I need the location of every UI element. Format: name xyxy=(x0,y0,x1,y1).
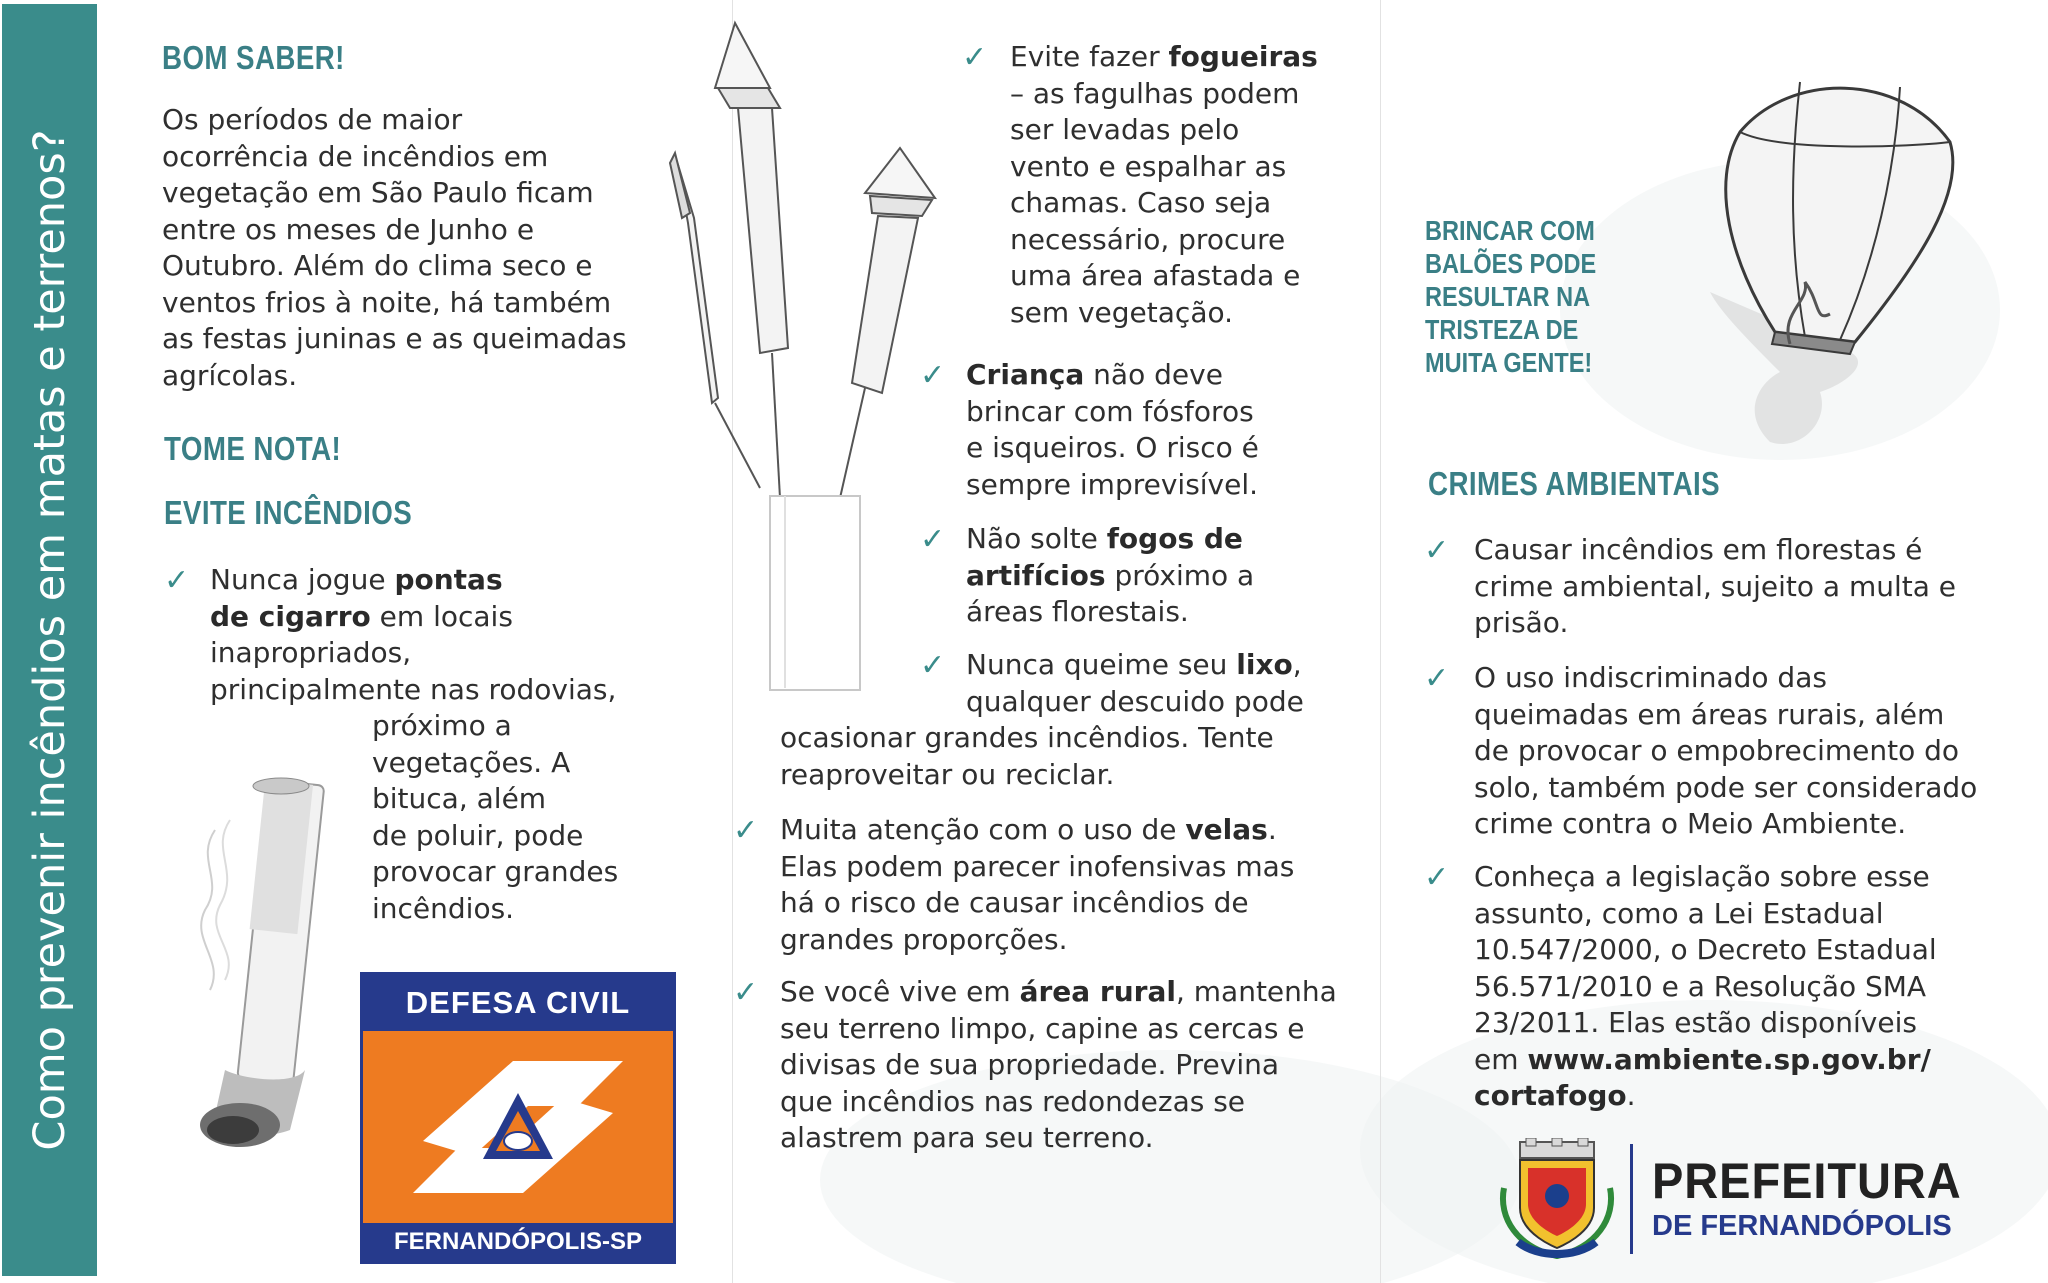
text-span: Evite fazer xyxy=(1010,40,1169,73)
bom-saber-heading: BOM SABER! xyxy=(162,39,345,76)
crime-item-1 xyxy=(1474,532,1994,642)
bold-span: lixo xyxy=(1236,648,1293,681)
text-span: em locais xyxy=(370,599,513,633)
bold-span: de cigarro xyxy=(210,599,371,633)
text-span: Nunca jogue xyxy=(210,563,395,596)
text-line: de poluir, pode xyxy=(372,818,584,852)
text-line: divisas de sua propriedade. Previna xyxy=(780,1048,1280,1081)
text-line: incêndios. xyxy=(372,891,515,925)
prefeitura-logo xyxy=(1498,1138,1978,1260)
text-line: 23/2011. Elas estão disponíveis xyxy=(1474,1006,1917,1039)
text-line: prisão. xyxy=(1474,606,1569,639)
text-line: ocasionar grandes incêndios. Tente xyxy=(780,721,1274,754)
text-line: solo, também pode ser considerado xyxy=(1474,770,1978,804)
check-icon: ✓ xyxy=(1424,860,1450,895)
text-line: vegetações. A xyxy=(372,745,571,779)
text-span: . xyxy=(1267,813,1277,846)
text-line: queimadas em áreas rurais, além xyxy=(1474,697,1945,731)
text-line: Os períodos de maior xyxy=(162,103,463,136)
text-line: que incêndios nas redondezas se xyxy=(780,1084,1246,1118)
text-span: Não solte xyxy=(966,522,1107,555)
text-line: necessário, procure xyxy=(1010,222,1286,256)
balloon-illustration xyxy=(1680,52,1970,452)
crime-item-2 xyxy=(1474,660,2014,843)
check-icon: ✓ xyxy=(1424,661,1450,696)
prefeitura-title: PREFEITURA xyxy=(1652,1153,1962,1209)
text-line: ventos frios à noite, há também xyxy=(162,285,612,319)
check-icon: ✓ xyxy=(733,975,759,1010)
item-rural xyxy=(780,974,1350,1157)
text-line: brincar com fósforos xyxy=(966,394,1254,428)
fold-line xyxy=(1380,0,1381,1283)
text-line: Conheça a legislação sobre esse xyxy=(1474,860,1930,893)
item-cigarro xyxy=(210,562,650,708)
text-line: próximo a xyxy=(372,709,512,742)
check-icon: ✓ xyxy=(1424,533,1450,568)
text-span: , mantenha xyxy=(1175,975,1337,1008)
check-icon: ✓ xyxy=(920,648,946,683)
check-icon: ✓ xyxy=(164,563,190,598)
bold-span: artifícios xyxy=(966,558,1106,592)
item-fogos xyxy=(966,521,1336,631)
side-band xyxy=(2,4,97,1276)
text-line: sempre imprevisível. xyxy=(966,467,1259,501)
text-line: e isqueiros. O risco é xyxy=(966,431,1259,464)
text-line: qualquer descuido pode xyxy=(966,684,1304,718)
item-lixo-cont xyxy=(780,720,1340,793)
tome-nota-heading: TOME NOTA! xyxy=(164,430,342,467)
crime-item-3 xyxy=(1474,859,2014,1115)
text-line: Outubro. Além do clima seco e xyxy=(162,249,593,282)
text-line: uma área afastada e xyxy=(1010,259,1301,292)
side-title: Como prevenir incêndios em matas e terrenos? xyxy=(24,129,75,1151)
item-cigarro-cont xyxy=(372,708,672,927)
text-span: próximo a xyxy=(1105,558,1255,592)
text-line: – as fagulhas podem xyxy=(1010,76,1300,110)
bold-span: Criança xyxy=(966,358,1085,391)
bom-saber-paragraph xyxy=(162,102,627,394)
website-link[interactable]: cortafogo xyxy=(1474,1079,1627,1112)
text-span: . xyxy=(1626,1079,1636,1112)
text-line: entre os meses de Junho e xyxy=(162,212,535,246)
text-line: grandes proporções. xyxy=(780,922,1068,956)
text-line: O uso indiscriminado das xyxy=(1474,661,1827,694)
bold-span: fogueiras xyxy=(1168,40,1318,73)
check-icon: ✓ xyxy=(920,522,946,557)
check-icon: ✓ xyxy=(733,813,759,848)
text-line: agrícolas. xyxy=(162,358,298,392)
bold-span: área rural xyxy=(1019,975,1176,1008)
item-lixo xyxy=(966,647,1336,720)
defesa-civil-logo xyxy=(360,972,676,1264)
text-span: Nunca queime seu xyxy=(966,648,1237,681)
text-line: ocorrência de incêndios em xyxy=(162,139,549,173)
text-line: áreas florestais. xyxy=(966,595,1189,628)
item-crianca xyxy=(966,357,1336,503)
text-span: não deve xyxy=(1084,358,1223,391)
website-link[interactable]: www.ambiente.sp.gov.br/ xyxy=(1527,1042,1931,1076)
text-line: alastrem para seu terreno. xyxy=(780,1121,1154,1154)
crimes-heading: CRIMES AMBIENTAIS xyxy=(1428,465,1721,502)
text-line: ser levadas pelo xyxy=(1010,113,1240,146)
text-line: inapropriados, xyxy=(210,636,412,669)
text-line: vento e espalhar as xyxy=(1010,149,1287,183)
check-icon: ✓ xyxy=(920,358,946,393)
text-line: provocar grandes xyxy=(372,855,619,888)
text-line: vegetação em São Paulo ficam xyxy=(162,176,594,209)
text-span: Se você vive em xyxy=(780,975,1020,1008)
text-span: em xyxy=(1474,1042,1528,1076)
text-line: 56.571/2010 e a Resolução SMA xyxy=(1474,969,1927,1003)
text-line: crime ambiental, sujeito a multa e xyxy=(1474,569,1957,603)
cigarette-illustration xyxy=(185,770,345,1170)
text-line: crime contra o Meio Ambiente. xyxy=(1474,807,1907,840)
bold-span: pontas xyxy=(394,563,503,596)
fireworks-illustration xyxy=(660,18,960,698)
prefeitura-subtitle: DE FERNANDÓPOLIS xyxy=(1652,1210,1952,1242)
bold-span: velas xyxy=(1185,813,1268,846)
defesa-civil-emblem xyxy=(363,1031,673,1223)
text-line: seu terreno limpo, capine as cercas e xyxy=(780,1011,1305,1045)
balloon-warning: BRINCAR COM BALÕES PODE RESULTAR NA TRISTEZA DE MUITA GENTE! xyxy=(1425,215,1597,378)
text-line: as festas juninas e as queimadas xyxy=(162,322,627,355)
text-line: Causar incêndios em florestas é xyxy=(1474,533,1923,566)
evite-incendios-heading: EVITE INCÊNDIOS xyxy=(164,494,413,531)
logo-divider xyxy=(1630,1144,1633,1254)
text-line: chamas. Caso seja xyxy=(1010,186,1272,219)
text-line: assunto, como a Lei Estadual xyxy=(1474,896,1884,930)
text-line: principalmente nas rodovias, xyxy=(210,672,617,706)
text-line: de provocar o empobrecimento do xyxy=(1474,734,1960,767)
text-line: Elas podem parecer inofensivas mas xyxy=(780,849,1295,883)
text-line: sem vegetação. xyxy=(1010,295,1234,329)
item-velas xyxy=(780,812,1350,958)
text-line: bituca, além xyxy=(372,782,547,815)
city-crest-icon xyxy=(1498,1138,1616,1262)
text-line: reaproveitar ou reciclar. xyxy=(780,757,1115,791)
check-icon: ✓ xyxy=(962,40,988,75)
defesa-civil-label: DEFESA CIVIL xyxy=(363,975,673,1031)
text-line: 10.547/2000, o Decreto Estadual xyxy=(1474,933,1937,966)
bold-span: fogos de xyxy=(1106,522,1243,555)
text-span: , xyxy=(1292,648,1302,681)
text-line: há o risco de causar incêndios de xyxy=(780,886,1249,919)
text-span: Muita atenção com o uso de xyxy=(780,813,1186,846)
defesa-civil-city: FERNANDÓPOLIS-SP xyxy=(363,1223,673,1261)
item-fogueiras xyxy=(1010,39,1350,331)
